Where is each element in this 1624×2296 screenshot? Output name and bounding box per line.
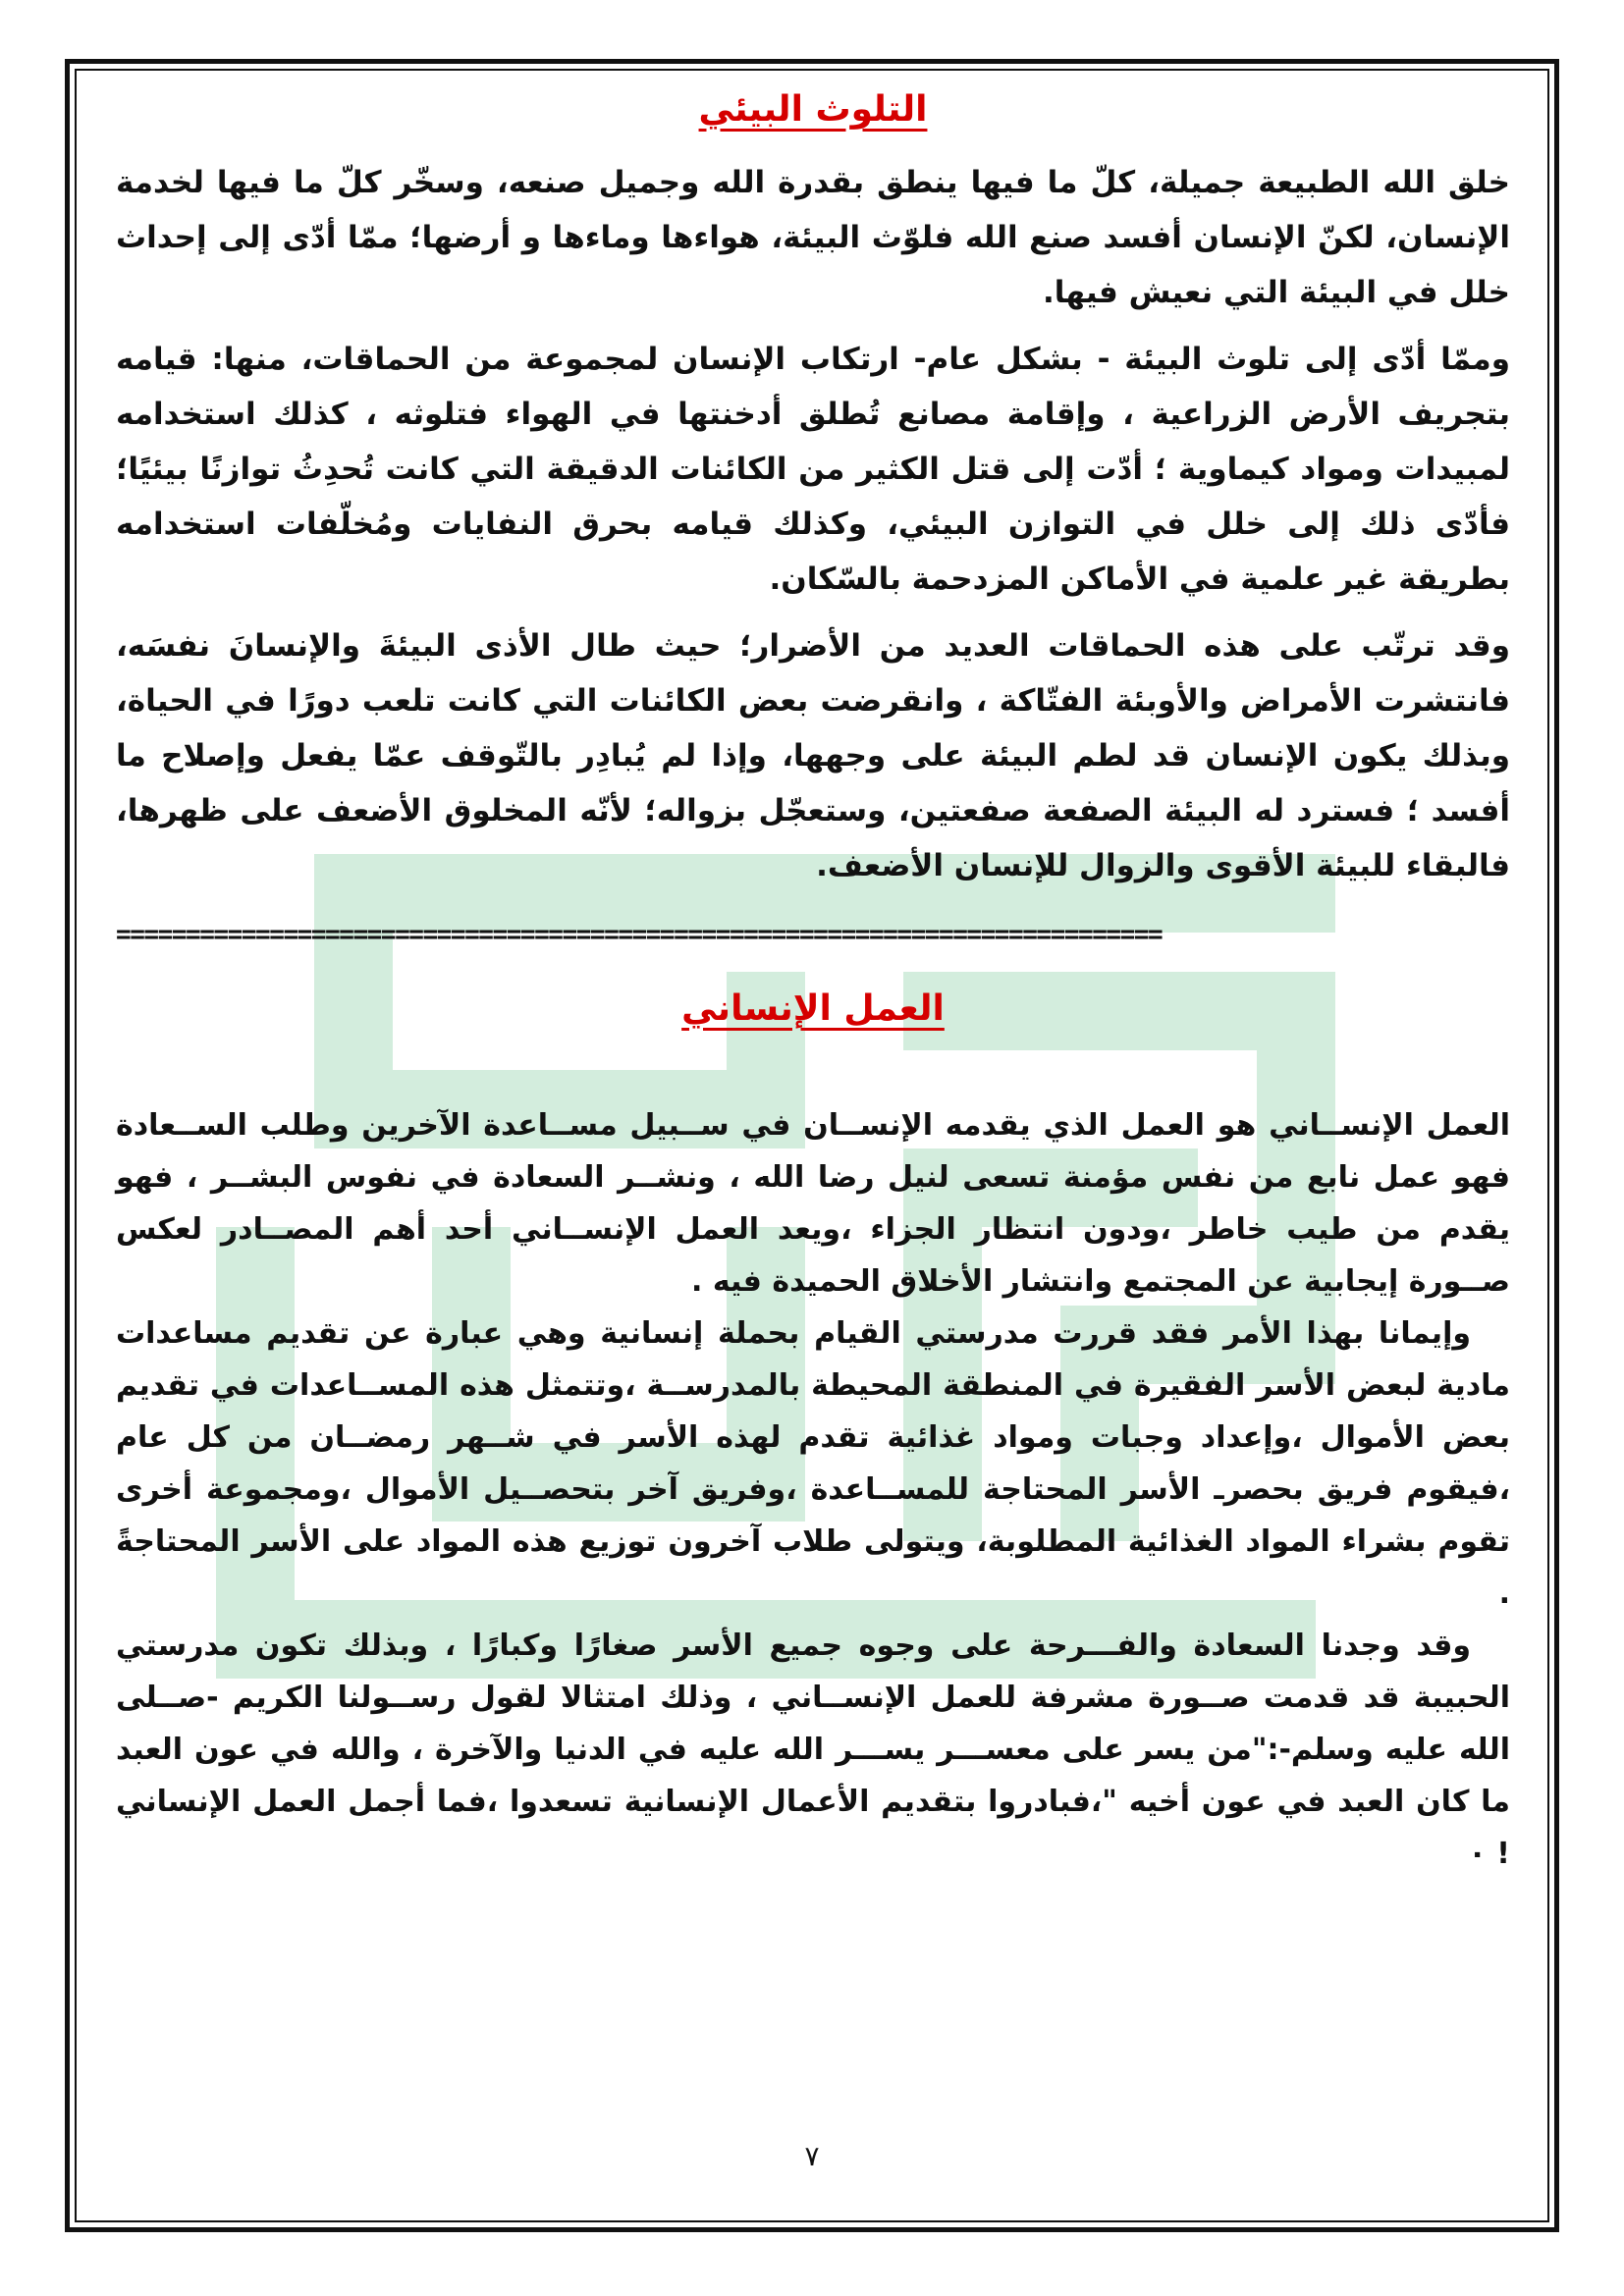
humanitarian-paragraph-2: وإيمانا بهذا الأمر فقد قررت مدرستي القيام بحملة إنسانية وهي عبارة عن تقديم مساعدات مادية لبعض الأسر الفقيرة في المنطقة المحيطة بالمدرســة ،وتتمثل هذه المســاعدات في تقديم بعض الأموال ،وإعداد وجبات ومواد غذائية تقدم لهذه الأسر في شــهر رمضــان من كل عام ،فيقوم فريق بحصرـ الأسر المحتاجة للمســاعدة ،وفريق آخر بتحصــيل الأموال ،ومجموعة أخرى تقوم بشراء المواد الغذائية المطلوبة، ويتولى طلاب آخرون توزيع هذه المواد على الأسر المحتاجةً . [116, 1316, 1510, 1611]
pollution-paragraph-1: خلق الله الطبيعة جميلة، كلّ ما فيها ينطق بقدرة الله وجميل صنعه، وسخّر كلّ ما فيها لخدمة الإنسان، لكنّ الإنسان أفسد صنع الله فلوّث البيئة، هواءها وماءها و أرضها؛ ممّا أدّى إلى إحداث خلل في البيئة التي نعيش فيها. [116, 165, 1510, 310]
document-content [116, 84, 1510, 1880]
page-number: ٧ [804, 2140, 820, 2172]
pollution-paragraph-3: وقد ترتّب على هذه الحماقات العديد من الأضرار؛ حيث طال الأذى البيئةَ والإنسانَ نفسَه، فانتشرت الأمراض والأوبئة الفتّاكة ، وانقرضت بعض الكائنات التي كانت تلعب دورًا في الحياة، وبذلك يكون الإنسان قد لطم البيئة على وجهها، وإذا لم يُبادِر بالتّوقف عمّا يفعل وإصلاح ما أفسد ؛ فسترد له البيئة الصفعة صفعتين، وستعجّل بزواله؛ لأنّه المخلوق الأضعف على ظهرها، فالبقاء للبيئة الأقوى والزوال للإنسان الأضعف. [116, 628, 1510, 883]
humanitarian-paragraph-1: العمل الإنســاني هو العمل الذي يقدمه الإنســان في ســبيل مســاعدة الآخرين وطلب الســعادة فهو عمل نابع من نفس مؤمنة تسعى لنيل رضا الله ، ونشــر السعادة في نفوس البشــر ، فهو يقدم من طيب خاطر ،ودون انتظار الجزاء ،ويعد العمل الإنســاني أحد أهم المصــادر لعكس صــورة إيجابية عن المجتمع وانتشار الأخلاق الحميدة فيه . [116, 1108, 1510, 1299]
humanitarian-title: العمل الإنساني [681, 988, 945, 1029]
pollution-title: التلوث البيئي [698, 89, 928, 130]
section-separator: =========================================================================== [116, 920, 1163, 949]
humanitarian-paragraph-3: وقد وجدنا السعادة والفـــرحة على وجوه جميع الأسر صغارًا وكبارًا ، وبذلك تكون مدرستي الحبيبة قد قدمت صــورة مشرفة للعمل الإنســاني ، وذلك امتثالا لقول رســولنا الكريم -صــلى الله عليه وسلم-:"من يسر على معســـر يســـر الله عليه في الدنيا والآخرة ، والله في عون العبد ما كان العبد في عون أخيه "،فبادروا بتقديم الأعمال الإنسانية تسعدوا ،فما أجمل العمل الإنساني ! ٠ [116, 1629, 1510, 1871]
pollution-paragraph-2: وممّا أدّى إلى تلوث البيئة - بشكل عام- ارتكاب الإنسان لمجموعة من الحماقات، منها: قيامه بتجريف الأرض الزراعية ، وإقامة مصانع تُطلق أدخنتها في الهواء فتلوثه ، كذلك استخدامه لمبيدات ومواد كيماوية ؛ أدّت إلى قتل الكثير من الكائنات الدقيقة التي كانت تُحدِثُ توازنًا بيئيًا؛ فأدّى ذلك إلى خلل في التوازن البيئي، وكذلك قيامه بحرق النفايات ومُخلّفات استخدامه بطريقة غير علمية في الأماكن المزدحمة بالسّكان. [116, 342, 1510, 597]
